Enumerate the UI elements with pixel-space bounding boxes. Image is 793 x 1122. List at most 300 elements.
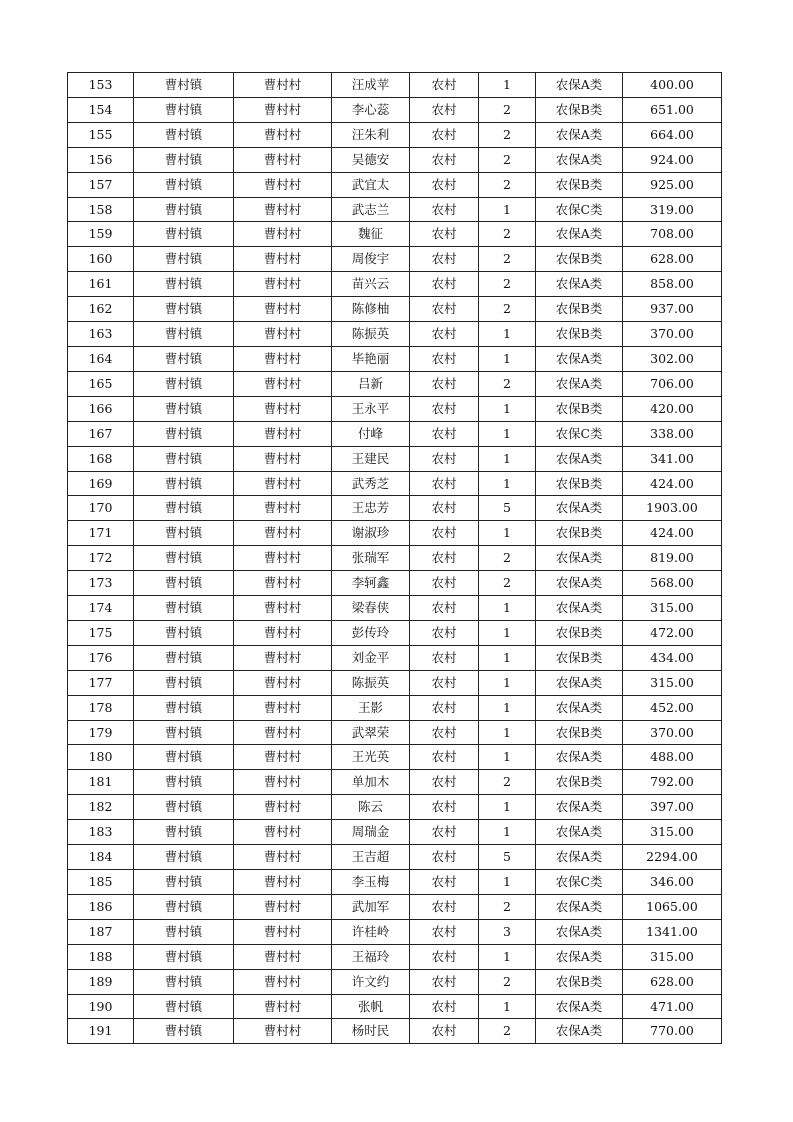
amount-cell: 1903.00 — [623, 496, 722, 521]
member-count-cell: 2 — [479, 1019, 536, 1044]
member-count-cell: 2 — [479, 222, 536, 247]
household-type-cell: 农村 — [410, 521, 479, 546]
household-type-cell: 农村 — [410, 770, 479, 795]
insurance-category-cell: 农保C类 — [536, 197, 623, 222]
amount-cell: 338.00 — [623, 421, 722, 446]
town-cell: 曹村镇 — [134, 695, 234, 720]
row-number-cell: 184 — [68, 845, 134, 870]
amount-cell: 341.00 — [623, 446, 722, 471]
member-count-cell: 2 — [479, 546, 536, 571]
town-cell: 曹村镇 — [134, 969, 234, 994]
row-number-cell: 177 — [68, 670, 134, 695]
member-count-cell: 2 — [479, 247, 536, 272]
member-count-cell: 1 — [479, 745, 536, 770]
name-cell: 李心蕊 — [332, 97, 410, 122]
household-type-cell: 农村 — [410, 172, 479, 197]
name-cell: 李轲鑫 — [332, 571, 410, 596]
insurance-category-cell: 农保A类 — [536, 994, 623, 1019]
member-count-cell: 1 — [479, 73, 536, 98]
village-cell: 曹村村 — [234, 421, 332, 446]
amount-cell: 1341.00 — [623, 919, 722, 944]
row-number-cell: 172 — [68, 546, 134, 571]
row-number-cell: 160 — [68, 247, 134, 272]
row-number-cell: 161 — [68, 272, 134, 297]
row-number-cell: 156 — [68, 147, 134, 172]
table-row — [68, 845, 722, 870]
name-cell: 毕艳丽 — [332, 346, 410, 371]
village-cell: 曹村村 — [234, 272, 332, 297]
insurance-category-cell: 农保A类 — [536, 222, 623, 247]
name-cell: 王影 — [332, 695, 410, 720]
village-cell: 曹村村 — [234, 944, 332, 969]
name-cell: 刘金平 — [332, 645, 410, 670]
village-cell: 曹村村 — [234, 720, 332, 745]
village-cell: 曹村村 — [234, 446, 332, 471]
amount-cell: 315.00 — [623, 944, 722, 969]
amount-cell: 315.00 — [623, 670, 722, 695]
member-count-cell: 1 — [479, 870, 536, 895]
insurance-category-cell: 农保A类 — [536, 1019, 623, 1044]
member-count-cell: 2 — [479, 147, 536, 172]
row-number-cell: 174 — [68, 596, 134, 621]
household-type-cell: 农村 — [410, 670, 479, 695]
town-cell: 曹村镇 — [134, 322, 234, 347]
amount-cell: 319.00 — [623, 197, 722, 222]
town-cell: 曹村镇 — [134, 820, 234, 845]
amount-cell: 1065.00 — [623, 894, 722, 919]
member-count-cell: 2 — [479, 969, 536, 994]
town-cell: 曹村镇 — [134, 297, 234, 322]
member-count-cell: 1 — [479, 396, 536, 421]
town-cell: 曹村镇 — [134, 720, 234, 745]
row-number-cell: 181 — [68, 770, 134, 795]
table-row — [68, 820, 722, 845]
table-row — [68, 73, 722, 98]
row-number-cell: 171 — [68, 521, 134, 546]
insurance-category-cell: 农保B类 — [536, 720, 623, 745]
household-type-cell: 农村 — [410, 820, 479, 845]
name-cell: 单加木 — [332, 770, 410, 795]
village-cell: 曹村村 — [234, 97, 332, 122]
amount-cell: 792.00 — [623, 770, 722, 795]
table-row — [68, 919, 722, 944]
name-cell: 魏征 — [332, 222, 410, 247]
row-number-cell: 157 — [68, 172, 134, 197]
amount-cell: 424.00 — [623, 521, 722, 546]
table-row — [68, 745, 722, 770]
insurance-category-cell: 农保B类 — [536, 645, 623, 670]
name-cell: 武宜太 — [332, 172, 410, 197]
insurance-category-cell: 农保A类 — [536, 496, 623, 521]
village-cell: 曹村村 — [234, 596, 332, 621]
insurance-category-cell: 农保A类 — [536, 670, 623, 695]
household-type-cell: 农村 — [410, 322, 479, 347]
village-cell: 曹村村 — [234, 620, 332, 645]
table-row — [68, 795, 722, 820]
amount-cell: 370.00 — [623, 322, 722, 347]
amount-cell: 819.00 — [623, 546, 722, 571]
household-type-cell: 农村 — [410, 745, 479, 770]
household-type-cell: 农村 — [410, 97, 479, 122]
insurance-category-cell: 农保A类 — [536, 346, 623, 371]
insurance-category-cell: 农保B类 — [536, 521, 623, 546]
insurance-category-cell: 农保A类 — [536, 272, 623, 297]
row-number-cell: 190 — [68, 994, 134, 1019]
insurance-category-cell: 农保B类 — [536, 770, 623, 795]
household-type-cell: 农村 — [410, 421, 479, 446]
row-number-cell: 186 — [68, 894, 134, 919]
row-number-cell: 164 — [68, 346, 134, 371]
table-row — [68, 546, 722, 571]
table-row — [68, 247, 722, 272]
household-type-cell: 农村 — [410, 496, 479, 521]
household-type-cell: 农村 — [410, 969, 479, 994]
row-number-cell: 189 — [68, 969, 134, 994]
row-number-cell: 175 — [68, 620, 134, 645]
household-type-cell: 农村 — [410, 994, 479, 1019]
amount-cell: 706.00 — [623, 371, 722, 396]
row-number-cell: 159 — [68, 222, 134, 247]
town-cell: 曹村镇 — [134, 73, 234, 98]
subsidy-table — [67, 72, 722, 1044]
insurance-category-cell: 农保A类 — [536, 695, 623, 720]
household-type-cell: 农村 — [410, 894, 479, 919]
insurance-category-cell: 农保A类 — [536, 73, 623, 98]
table-row — [68, 197, 722, 222]
household-type-cell: 农村 — [410, 620, 479, 645]
row-number-cell: 168 — [68, 446, 134, 471]
row-number-cell: 188 — [68, 944, 134, 969]
row-number-cell: 185 — [68, 870, 134, 895]
insurance-category-cell: 农保B类 — [536, 97, 623, 122]
town-cell: 曹村镇 — [134, 944, 234, 969]
member-count-cell: 2 — [479, 172, 536, 197]
village-cell: 曹村村 — [234, 197, 332, 222]
member-count-cell: 1 — [479, 670, 536, 695]
village-cell: 曹村村 — [234, 396, 332, 421]
household-type-cell: 农村 — [410, 795, 479, 820]
amount-cell: 937.00 — [623, 297, 722, 322]
table-row — [68, 172, 722, 197]
town-cell: 曹村镇 — [134, 1019, 234, 1044]
member-count-cell: 2 — [479, 122, 536, 147]
town-cell: 曹村镇 — [134, 272, 234, 297]
town-cell: 曹村镇 — [134, 870, 234, 895]
table-row — [68, 272, 722, 297]
table-row — [68, 695, 722, 720]
insurance-category-cell: 农保A类 — [536, 745, 623, 770]
amount-cell: 2294.00 — [623, 845, 722, 870]
table-row — [68, 222, 722, 247]
village-cell: 曹村村 — [234, 670, 332, 695]
town-cell: 曹村镇 — [134, 521, 234, 546]
village-cell: 曹村村 — [234, 820, 332, 845]
household-type-cell: 农村 — [410, 446, 479, 471]
member-count-cell: 1 — [479, 720, 536, 745]
amount-cell: 370.00 — [623, 720, 722, 745]
town-cell: 曹村镇 — [134, 346, 234, 371]
name-cell: 武志兰 — [332, 197, 410, 222]
village-cell: 曹村村 — [234, 371, 332, 396]
name-cell: 武加军 — [332, 894, 410, 919]
village-cell: 曹村村 — [234, 471, 332, 496]
village-cell: 曹村村 — [234, 695, 332, 720]
insurance-category-cell: 农保A类 — [536, 919, 623, 944]
table-row — [68, 122, 722, 147]
row-number-cell: 167 — [68, 421, 134, 446]
town-cell: 曹村镇 — [134, 147, 234, 172]
member-count-cell: 1 — [479, 471, 536, 496]
table-row — [68, 670, 722, 695]
table-row — [68, 894, 722, 919]
household-type-cell: 农村 — [410, 870, 479, 895]
insurance-category-cell: 农保A类 — [536, 820, 623, 845]
amount-cell: 925.00 — [623, 172, 722, 197]
member-count-cell: 2 — [479, 272, 536, 297]
member-count-cell: 1 — [479, 820, 536, 845]
table-row — [68, 346, 722, 371]
insurance-category-cell: 农保B类 — [536, 297, 623, 322]
household-type-cell: 农村 — [410, 346, 479, 371]
row-number-cell: 166 — [68, 396, 134, 421]
town-cell: 曹村镇 — [134, 222, 234, 247]
town-cell: 曹村镇 — [134, 396, 234, 421]
town-cell: 曹村镇 — [134, 645, 234, 670]
table-row — [68, 770, 722, 795]
member-count-cell: 1 — [479, 346, 536, 371]
row-number-cell: 176 — [68, 645, 134, 670]
member-count-cell: 1 — [479, 197, 536, 222]
name-cell: 周俊宇 — [332, 247, 410, 272]
table-row — [68, 620, 722, 645]
name-cell: 王永平 — [332, 396, 410, 421]
town-cell: 曹村镇 — [134, 919, 234, 944]
household-type-cell: 农村 — [410, 845, 479, 870]
village-cell: 曹村村 — [234, 870, 332, 895]
insurance-category-cell: 农保A类 — [536, 944, 623, 969]
name-cell: 苗兴云 — [332, 272, 410, 297]
village-cell: 曹村村 — [234, 919, 332, 944]
insurance-category-cell: 农保B类 — [536, 172, 623, 197]
village-cell: 曹村村 — [234, 894, 332, 919]
household-type-cell: 农村 — [410, 122, 479, 147]
town-cell: 曹村镇 — [134, 571, 234, 596]
table-row — [68, 571, 722, 596]
household-type-cell: 农村 — [410, 546, 479, 571]
amount-cell: 628.00 — [623, 969, 722, 994]
amount-cell: 420.00 — [623, 396, 722, 421]
insurance-category-cell: 农保A类 — [536, 571, 623, 596]
member-count-cell: 2 — [479, 371, 536, 396]
town-cell: 曹村镇 — [134, 546, 234, 571]
table-row — [68, 322, 722, 347]
village-cell: 曹村村 — [234, 845, 332, 870]
name-cell: 彭传玲 — [332, 620, 410, 645]
amount-cell: 424.00 — [623, 471, 722, 496]
insurance-category-cell: 农保A类 — [536, 596, 623, 621]
member-count-cell: 2 — [479, 297, 536, 322]
member-count-cell: 1 — [479, 695, 536, 720]
table-body — [68, 73, 722, 1044]
insurance-category-cell: 农保B类 — [536, 969, 623, 994]
row-number-cell: 179 — [68, 720, 134, 745]
table-row — [68, 396, 722, 421]
village-cell: 曹村村 — [234, 994, 332, 1019]
household-type-cell: 农村 — [410, 471, 479, 496]
amount-cell: 315.00 — [623, 820, 722, 845]
name-cell: 张瑞军 — [332, 546, 410, 571]
name-cell: 谢淑珍 — [332, 521, 410, 546]
household-type-cell: 农村 — [410, 197, 479, 222]
insurance-category-cell: 农保B类 — [536, 620, 623, 645]
household-type-cell: 农村 — [410, 944, 479, 969]
village-cell: 曹村村 — [234, 122, 332, 147]
row-number-cell: 180 — [68, 745, 134, 770]
row-number-cell: 170 — [68, 496, 134, 521]
amount-cell: 664.00 — [623, 122, 722, 147]
table-row — [68, 421, 722, 446]
member-count-cell: 2 — [479, 571, 536, 596]
amount-cell: 708.00 — [623, 222, 722, 247]
household-type-cell: 农村 — [410, 247, 479, 272]
table-row — [68, 471, 722, 496]
member-count-cell: 1 — [479, 322, 536, 347]
member-count-cell: 1 — [479, 446, 536, 471]
name-cell: 武秀芝 — [332, 471, 410, 496]
insurance-category-cell: 农保A类 — [536, 446, 623, 471]
name-cell: 付峰 — [332, 421, 410, 446]
member-count-cell: 2 — [479, 97, 536, 122]
town-cell: 曹村镇 — [134, 795, 234, 820]
name-cell: 杨时民 — [332, 1019, 410, 1044]
name-cell: 武翠荣 — [332, 720, 410, 745]
town-cell: 曹村镇 — [134, 446, 234, 471]
row-number-cell: 154 — [68, 97, 134, 122]
village-cell: 曹村村 — [234, 521, 332, 546]
row-number-cell: 165 — [68, 371, 134, 396]
village-cell: 曹村村 — [234, 571, 332, 596]
village-cell: 曹村村 — [234, 770, 332, 795]
row-number-cell: 155 — [68, 122, 134, 147]
insurance-category-cell: 农保B类 — [536, 396, 623, 421]
name-cell: 王忠芳 — [332, 496, 410, 521]
row-number-cell: 182 — [68, 795, 134, 820]
table-row — [68, 870, 722, 895]
table-row — [68, 147, 722, 172]
row-number-cell: 169 — [68, 471, 134, 496]
village-cell: 曹村村 — [234, 546, 332, 571]
row-number-cell: 183 — [68, 820, 134, 845]
name-cell: 陈振英 — [332, 670, 410, 695]
table-row — [68, 297, 722, 322]
town-cell: 曹村镇 — [134, 496, 234, 521]
name-cell: 吕新 — [332, 371, 410, 396]
member-count-cell: 1 — [479, 994, 536, 1019]
insurance-category-cell: 农保C类 — [536, 421, 623, 446]
insurance-category-cell: 农保A类 — [536, 546, 623, 571]
village-cell: 曹村村 — [234, 1019, 332, 1044]
town-cell: 曹村镇 — [134, 670, 234, 695]
amount-cell: 434.00 — [623, 645, 722, 670]
insurance-category-cell: 农保A类 — [536, 845, 623, 870]
name-cell: 陈修柚 — [332, 297, 410, 322]
member-count-cell: 1 — [479, 596, 536, 621]
village-cell: 曹村村 — [234, 645, 332, 670]
town-cell: 曹村镇 — [134, 421, 234, 446]
name-cell: 汪朱利 — [332, 122, 410, 147]
village-cell: 曹村村 — [234, 247, 332, 272]
name-cell: 陈振英 — [332, 322, 410, 347]
town-cell: 曹村镇 — [134, 745, 234, 770]
amount-cell: 397.00 — [623, 795, 722, 820]
town-cell: 曹村镇 — [134, 770, 234, 795]
insurance-category-cell: 农保A类 — [536, 371, 623, 396]
village-cell: 曹村村 — [234, 172, 332, 197]
amount-cell: 302.00 — [623, 346, 722, 371]
member-count-cell: 1 — [479, 421, 536, 446]
table-row — [68, 720, 722, 745]
amount-cell: 400.00 — [623, 73, 722, 98]
household-type-cell: 农村 — [410, 720, 479, 745]
row-number-cell: 162 — [68, 297, 134, 322]
name-cell: 汪成苹 — [332, 73, 410, 98]
insurance-category-cell: 农保B类 — [536, 471, 623, 496]
name-cell: 梁春侠 — [332, 596, 410, 621]
village-cell: 曹村村 — [234, 297, 332, 322]
row-number-cell: 163 — [68, 322, 134, 347]
member-count-cell: 1 — [479, 521, 536, 546]
amount-cell: 346.00 — [623, 870, 722, 895]
name-cell: 张帆 — [332, 994, 410, 1019]
table-row — [68, 446, 722, 471]
town-cell: 曹村镇 — [134, 845, 234, 870]
insurance-category-cell: 农保B类 — [536, 247, 623, 272]
name-cell: 王福玲 — [332, 944, 410, 969]
village-cell: 曹村村 — [234, 147, 332, 172]
insurance-category-cell: 农保A类 — [536, 147, 623, 172]
household-type-cell: 农村 — [410, 645, 479, 670]
village-cell: 曹村村 — [234, 73, 332, 98]
amount-cell: 472.00 — [623, 620, 722, 645]
town-cell: 曹村镇 — [134, 471, 234, 496]
village-cell: 曹村村 — [234, 969, 332, 994]
household-type-cell: 农村 — [410, 596, 479, 621]
household-type-cell: 农村 — [410, 1019, 479, 1044]
town-cell: 曹村镇 — [134, 197, 234, 222]
town-cell: 曹村镇 — [134, 97, 234, 122]
town-cell: 曹村镇 — [134, 247, 234, 272]
town-cell: 曹村镇 — [134, 620, 234, 645]
table-row — [68, 645, 722, 670]
name-cell: 王光英 — [332, 745, 410, 770]
village-cell: 曹村村 — [234, 795, 332, 820]
amount-cell: 628.00 — [623, 247, 722, 272]
amount-cell: 452.00 — [623, 695, 722, 720]
household-type-cell: 农村 — [410, 919, 479, 944]
name-cell: 陈云 — [332, 795, 410, 820]
member-count-cell: 1 — [479, 620, 536, 645]
amount-cell: 858.00 — [623, 272, 722, 297]
table-row — [68, 496, 722, 521]
town-cell: 曹村镇 — [134, 596, 234, 621]
town-cell: 曹村镇 — [134, 172, 234, 197]
village-cell: 曹村村 — [234, 322, 332, 347]
table-row — [68, 994, 722, 1019]
table-row — [68, 1019, 722, 1044]
amount-cell: 651.00 — [623, 97, 722, 122]
amount-cell: 568.00 — [623, 571, 722, 596]
row-number-cell: 187 — [68, 919, 134, 944]
